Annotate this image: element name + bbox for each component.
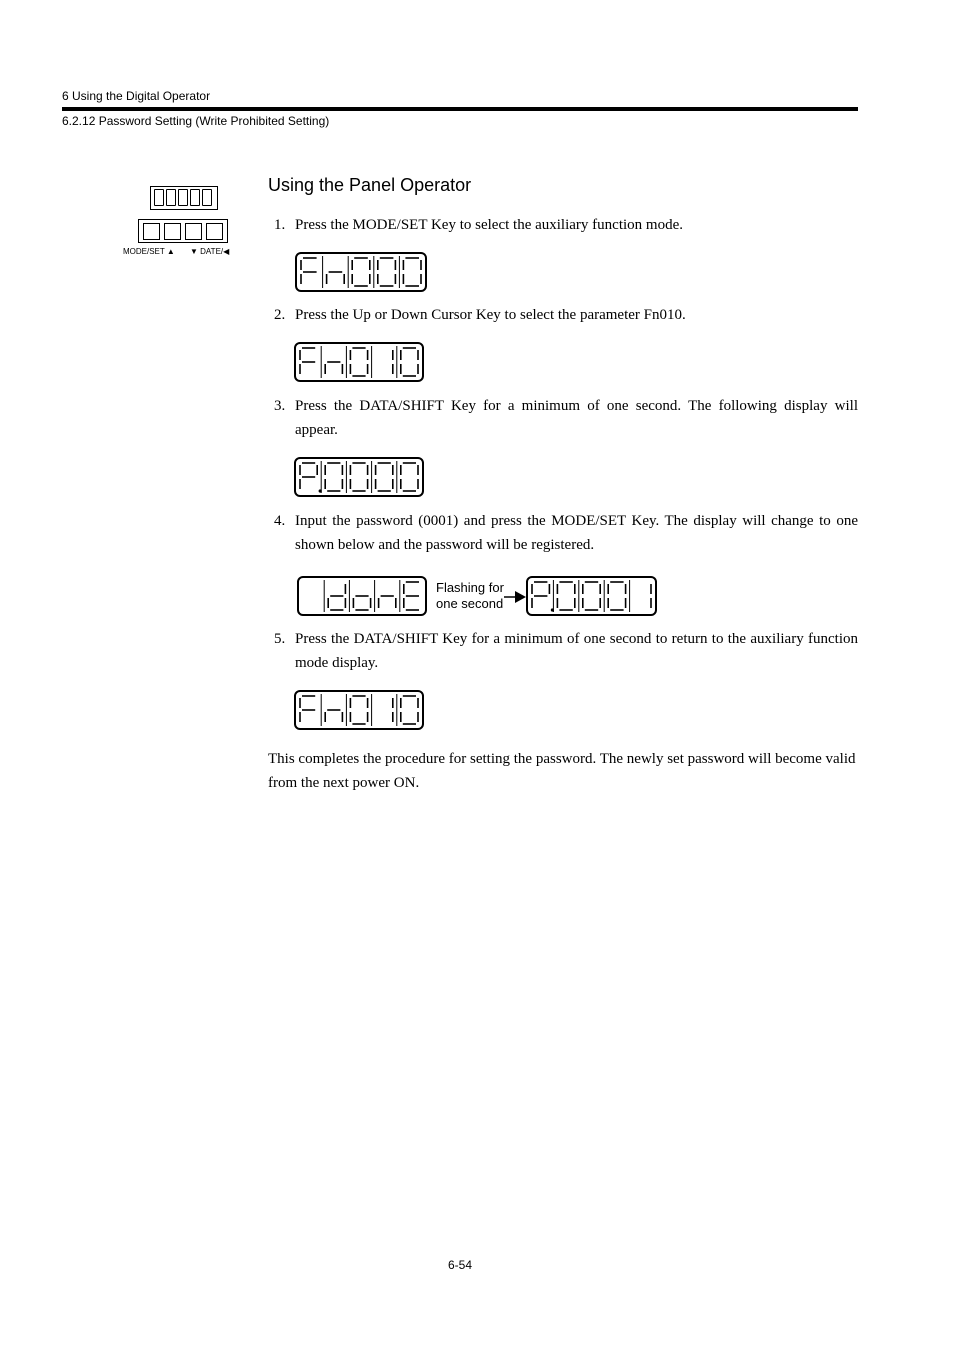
step-1: 1. Press the MODE/SET Key to select the auxiliary function mode.	[274, 217, 683, 233]
display-fn010-final	[294, 690, 424, 730]
page-number: 6-54	[448, 1258, 473, 1272]
data-label: ▼ DATE/◀	[190, 247, 230, 256]
mode-set-label: MODE/SET ▲	[123, 247, 175, 256]
display-p0001	[526, 576, 657, 616]
section-title: Using the Panel Operator	[268, 175, 472, 195]
display-fn000	[295, 252, 427, 292]
step-3: 3. Press the DATA/SHIFT Key for a minimum of one second. The following display will appear.	[274, 398, 858, 438]
section-header: 6.2.12 Password Setting (Write Prohibited Setting)	[62, 114, 330, 128]
left-arrow-icon: ◀	[223, 247, 230, 256]
header-rule	[62, 107, 858, 111]
data-shift-key-icon	[206, 223, 223, 240]
display-done	[297, 576, 427, 616]
up-arrow-icon: ▲	[166, 247, 175, 256]
mini-display-icon	[150, 186, 218, 210]
flashing-note: Flashing for one second	[436, 580, 504, 611]
down-arrow-icon: ▼	[190, 247, 198, 256]
mini-keys-icon	[138, 219, 228, 243]
display-fn010	[294, 342, 424, 382]
panel-operator-icon	[120, 185, 240, 260]
mode-set-key-icon	[143, 223, 160, 240]
step-5: 5. Press the DATA/SHIFT Key for a minimum of one second to return to the auxiliary function mode display.	[274, 631, 858, 671]
step-2: 2. Press the Up or Down Cursor Key to select the parameter Fn010.	[274, 307, 686, 323]
step-4: 4. Input the password (0001) and press the MODE/SET Key. The display will change to one shown below and the password will be registered.	[274, 513, 858, 553]
up-key-icon	[164, 223, 181, 240]
chapter-header: 6 Using the Digital Operator	[62, 89, 211, 103]
down-key-icon	[185, 223, 202, 240]
right-arrow-icon	[503, 588, 527, 606]
display-p0000	[294, 457, 424, 497]
closing-paragraph: This completes the procedure for setting the password. The newly set password will become valid from the next power ON.	[268, 751, 856, 791]
